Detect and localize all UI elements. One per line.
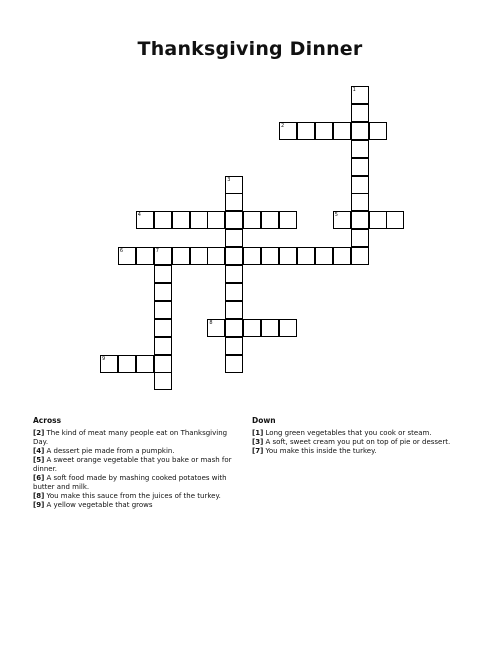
clue-across-5: [5] A sweet orange vegetable that you bake or mash for dinner. xyxy=(33,456,232,473)
grid-cell[interactable] xyxy=(315,247,333,265)
clue-down-7: [7] You make this inside the turkey. xyxy=(252,447,377,455)
grid-cell[interactable] xyxy=(279,319,297,337)
grid-cell[interactable] xyxy=(207,247,225,265)
grid-cell[interactable] xyxy=(154,319,172,337)
grid-cell[interactable] xyxy=(118,355,136,373)
grid-cell[interactable] xyxy=(279,122,297,140)
grid-cell[interactable] xyxy=(225,301,243,319)
grid-cell[interactable] xyxy=(333,211,351,229)
down-clues xyxy=(252,416,467,456)
grid-cell[interactable] xyxy=(154,337,172,355)
clue-number: 9 xyxy=(102,355,106,362)
grid-cell[interactable] xyxy=(351,247,369,265)
grid-cell[interactable] xyxy=(351,122,369,140)
clue-across-6: [6] A soft food made by mashing cooked potatoes with butter and milk. xyxy=(33,474,227,491)
clue-across-8: [8] You make this sauce from the juices of the turkey. xyxy=(33,492,221,500)
grid-cell[interactable] xyxy=(225,355,243,373)
grid-cell[interactable] xyxy=(225,247,243,265)
grid-cell[interactable] xyxy=(190,211,208,229)
grid-cell[interactable] xyxy=(136,211,154,229)
grid-cell[interactable] xyxy=(351,193,369,211)
clue-number: 1 xyxy=(352,87,356,93)
grid-cell[interactable] xyxy=(243,319,261,337)
grid-cell[interactable] xyxy=(225,265,243,283)
grid-cell[interactable] xyxy=(225,176,243,194)
clue-across-4: [4] A dessert pie made from a pumpkin. xyxy=(33,447,175,455)
grid-cell[interactable] xyxy=(225,229,243,247)
grid-cell[interactable] xyxy=(351,176,369,194)
grid-cell[interactable] xyxy=(351,229,369,247)
grid-cell[interactable] xyxy=(172,211,190,229)
grid-cell[interactable] xyxy=(225,211,243,229)
grid-cell[interactable] xyxy=(279,247,297,265)
grid-cell[interactable] xyxy=(279,211,297,229)
grid-cell[interactable] xyxy=(100,355,118,373)
grid-cell[interactable] xyxy=(207,211,225,229)
grid-cell[interactable] xyxy=(154,211,172,229)
clue-number: 6 xyxy=(119,248,124,255)
grid-cell[interactable] xyxy=(207,319,225,337)
grid-cell[interactable] xyxy=(369,122,387,140)
across-clues xyxy=(33,416,238,510)
grid-cell[interactable] xyxy=(315,122,333,140)
grid-cell[interactable] xyxy=(297,247,315,265)
grid-cell[interactable] xyxy=(154,355,172,373)
grid-cell[interactable] xyxy=(225,193,243,211)
clue-number: 8 xyxy=(209,319,213,326)
clue-across-2: [2] The kind of meat many people eat on Thanksgiving Day. xyxy=(33,429,228,446)
clue-number: 2 xyxy=(281,122,285,129)
grid-cell[interactable] xyxy=(243,247,261,265)
grid-cell[interactable] xyxy=(351,104,369,122)
grid-cell[interactable] xyxy=(261,247,279,265)
grid-cell[interactable] xyxy=(154,265,172,283)
grid-cell[interactable] xyxy=(118,247,136,265)
grid-cell[interactable] xyxy=(261,211,279,229)
grid-cell[interactable] xyxy=(136,355,154,373)
grid-cell[interactable] xyxy=(154,283,172,301)
down-heading: Down xyxy=(252,416,276,425)
clue-across-9: [9] A yellow vegetable that grows xyxy=(33,501,153,509)
grid-cell[interactable] xyxy=(351,211,369,229)
across-heading: Across xyxy=(33,416,62,425)
grid-cell[interactable] xyxy=(154,372,172,390)
clue-down-1: [1] Long green vegetables that you cook or steam. xyxy=(252,429,432,437)
clue-number: 7 xyxy=(155,248,159,255)
grid-cell[interactable] xyxy=(297,122,315,140)
grid-cell[interactable] xyxy=(225,283,243,301)
page-title: Thanksgiving Dinner xyxy=(137,38,363,60)
grid-cell[interactable] xyxy=(190,247,208,265)
grid-cell[interactable] xyxy=(154,247,172,265)
grid-cell[interactable] xyxy=(225,337,243,355)
grid-cell[interactable] xyxy=(351,86,369,104)
grid-cell[interactable] xyxy=(369,211,387,229)
grid-cell[interactable] xyxy=(172,247,190,265)
grid-cell[interactable] xyxy=(333,247,351,265)
grid-cell[interactable] xyxy=(154,301,172,319)
grid-cell[interactable] xyxy=(351,158,369,176)
grid-cell[interactable] xyxy=(243,211,261,229)
clue-down-3: [3] A soft, sweet cream you put on top of pie or dessert. xyxy=(252,438,451,446)
grid-cell[interactable] xyxy=(351,140,369,158)
grid-cell[interactable] xyxy=(261,319,279,337)
clue-number: 3 xyxy=(227,176,231,183)
grid-cell[interactable] xyxy=(386,211,404,229)
clue-number: 4 xyxy=(137,212,141,219)
grid-cell[interactable] xyxy=(333,122,351,140)
grid-cell[interactable] xyxy=(136,247,154,265)
clue-number: 5 xyxy=(334,212,338,219)
grid-cell[interactable] xyxy=(225,319,243,337)
